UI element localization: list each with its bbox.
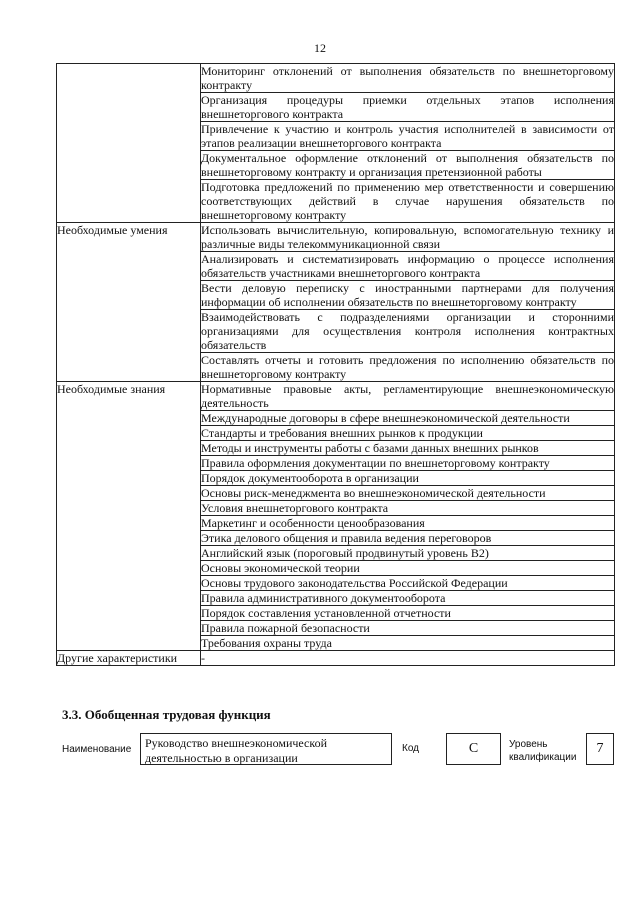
list-item: Порядок составления установленной отчетности bbox=[201, 606, 615, 621]
level-label-text: Уровень квалификации bbox=[509, 739, 577, 763]
list-item: Этика делового общения и правила ведения переговоров bbox=[201, 531, 615, 546]
code-label: Код bbox=[402, 743, 420, 754]
list-item: Нормативные правовые акты, регламентирующие внешнеэкономическую деятельность bbox=[201, 382, 614, 410]
list-item: Взаимодействовать с подразделениями организации и сторонними организациями для осуществления контроля исполнения контрактных обязательств bbox=[201, 310, 614, 352]
section-label bbox=[57, 64, 201, 223]
list-item: Английский язык (пороговый продвинутый уровень В2) bbox=[201, 546, 615, 561]
table-row bbox=[57, 223, 615, 252]
list-item: Маркетинг и особенности ценообразования bbox=[201, 516, 615, 531]
list-item: Привлечение к участию и контроль участия исполнителей в зависимости от этапов реализации внешнеторгового контракта bbox=[201, 122, 614, 150]
list-item: Стандарты и требования внешних рынков к продукции bbox=[201, 426, 615, 441]
list-item: Мониторинг отклонений от выполнения обязательств по внешнеторговому контракту bbox=[201, 64, 614, 92]
list-item: - bbox=[201, 651, 615, 666]
section-label: Необходимые умения bbox=[57, 223, 201, 382]
list-item: Порядок документооборота в организации bbox=[201, 471, 615, 486]
competency-table bbox=[56, 63, 615, 666]
list-item: Методы и инструменты работы с базами данных внешних рынков bbox=[201, 441, 615, 456]
section-heading: 3.3. Обобщенная трудовая функция bbox=[62, 707, 271, 722]
list-item: Документальное оформление отклонений от выполнения обязательств по внешнеторговому контракту и организация претензионной работы bbox=[201, 151, 614, 179]
list-item: Подготовка предложений по применению мер ответственности и совершению соответствующих действий в случае нарушения обязательств по внешнеторговому контракту bbox=[201, 180, 614, 222]
list-item: Основы риск-менеджмента во внешнеэкономической деятельности bbox=[201, 486, 615, 501]
list-item: Использовать вычислительную, копировальную, вспомогательную технику и различные виды телекоммуникационной связи bbox=[201, 223, 614, 251]
list-item: Вести деловую переписку с иностранными партнерами для получения информации об исполнении обязательств по внешнеторговому контракту bbox=[201, 281, 614, 309]
list-item: Требования охраны труда bbox=[201, 636, 615, 651]
section-label: Необходимые знания bbox=[57, 382, 201, 651]
list-item: Основы трудового законодательства Российской Федерации bbox=[201, 576, 615, 591]
list-item: Условия внешнеторгового контракта bbox=[201, 501, 615, 516]
table-row bbox=[57, 64, 615, 93]
level-value-box: 7 bbox=[586, 733, 614, 765]
level-label bbox=[509, 738, 579, 764]
section-label: Другие характеристики bbox=[57, 651, 201, 666]
list-item: Анализировать и систематизировать информацию о процессе исполнения обязательств участниками внешнеторгового контракта bbox=[201, 252, 614, 280]
name-value-box: Руководство внешнеэкономической деятельностью в организации bbox=[140, 733, 392, 765]
name-label: Наименование bbox=[62, 744, 132, 755]
table-row bbox=[57, 651, 615, 666]
list-item: Основы экономической теории bbox=[201, 561, 615, 576]
list-item: Составлять отчеты и готовить предложения по исполнению обязательств по внешнеторговому контракту bbox=[201, 353, 614, 381]
list-item: Организация процедуры приемки отдельных этапов исполнения внешнеторгового контракта bbox=[201, 93, 614, 121]
list-item: Правила пожарной безопасности bbox=[201, 621, 615, 636]
list-item: Правила оформления документации по внешнеторговому контракту bbox=[201, 456, 615, 471]
page-number: 12 bbox=[314, 41, 326, 55]
code-value-box: C bbox=[446, 733, 501, 765]
list-item: Международные договоры в сфере внешнеэкономической деятельности bbox=[201, 411, 615, 426]
table-row bbox=[57, 382, 615, 411]
list-item: Правила административного документооборота bbox=[201, 591, 615, 606]
